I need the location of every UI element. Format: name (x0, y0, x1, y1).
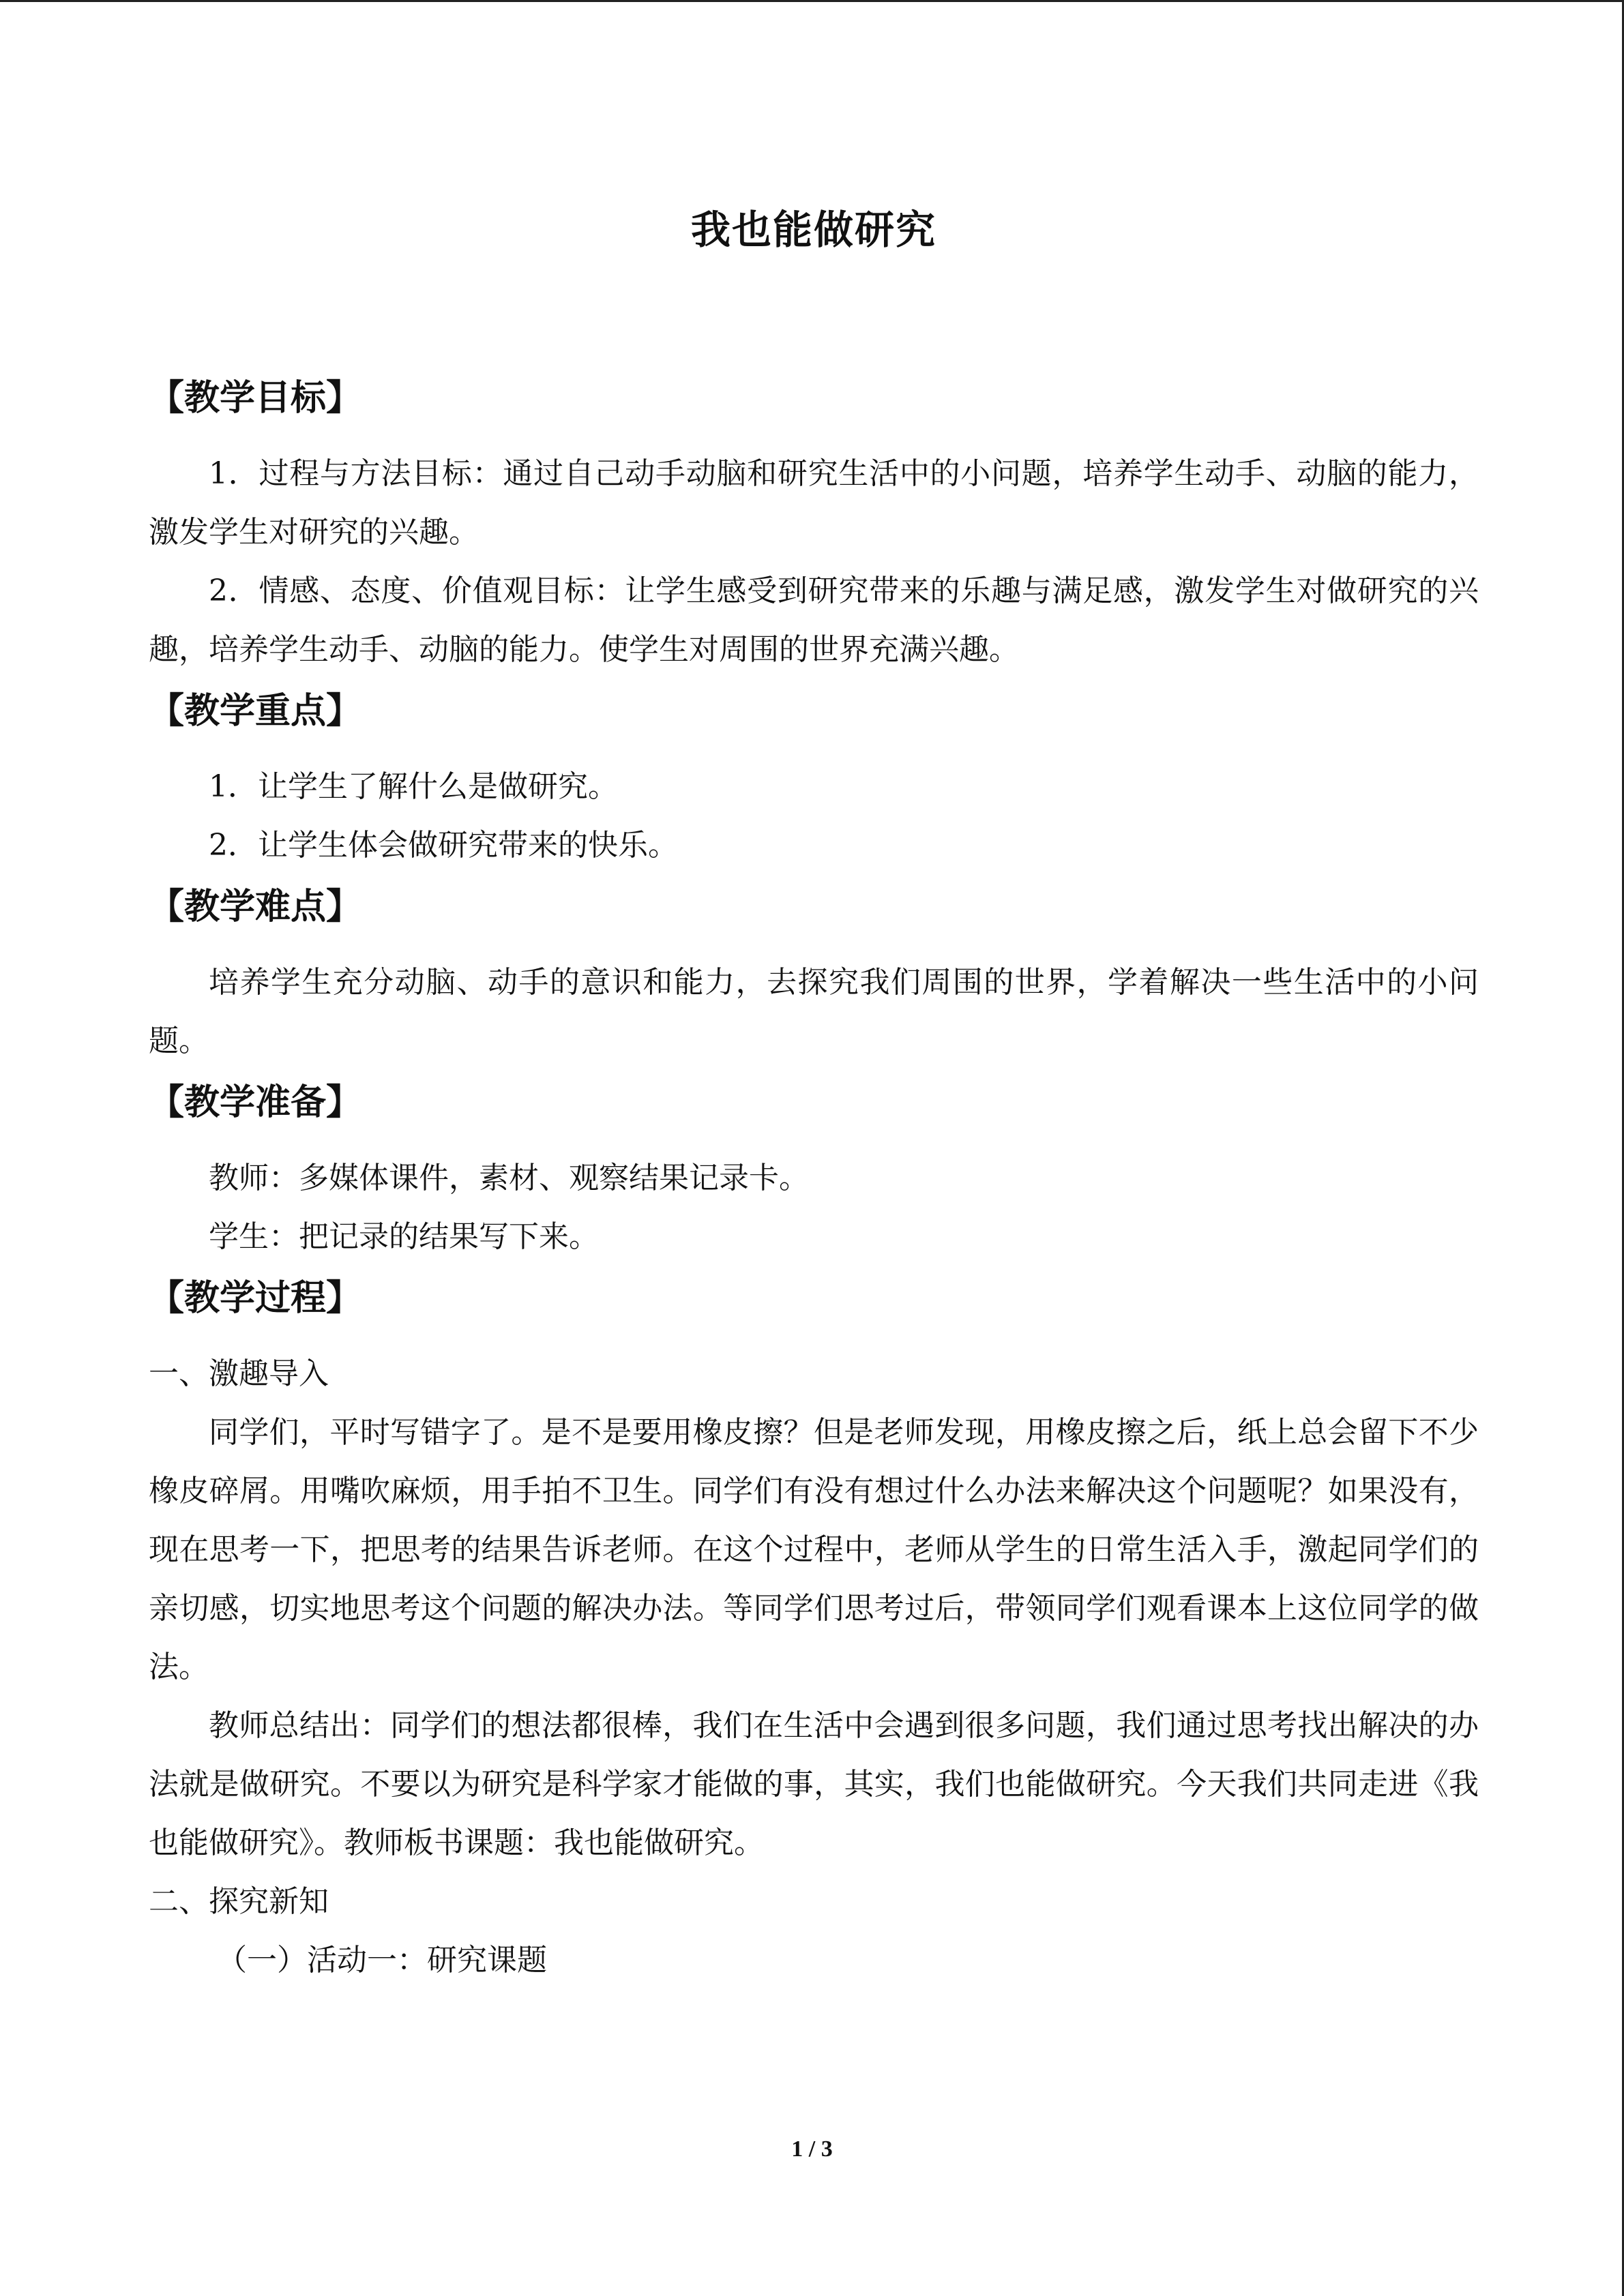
key-point-item: 2．让学生体会做研究带来的快乐。 (209, 827, 678, 863)
process-subsection-title: （一）活动一：研究课题 (217, 1942, 547, 1978)
section-process (149, 1276, 1479, 1990)
process-paragraph: 教师总结出：同学们的想法都很棒，我们在生活中会遇到很多问题，我们通过思考找出解决的办法就是做研究。不要以为研究是科学家才能做的事，其实，我们也能做研究。今天我们共同走进《我也能做研究》。教师板书课题：我也能做研究。 (149, 1708, 1479, 1860)
page-number: 1 / 3 (791, 2136, 833, 2162)
section-heading-key-points: 【教学重点】 (149, 689, 362, 732)
section-heading-difficulties: 【教学难点】 (149, 885, 362, 927)
preparation-item: 教师：多媒体课件，素材、观察结果记录卡。 (209, 1160, 809, 1195)
process-part-title: 二、探究新知 (149, 1883, 329, 1919)
document-title: 我也能做研究 (690, 207, 936, 253)
difficulty-item: 培养学生充分动脑、动手的意识和能力，去探究我们周围的世界，学着解决一些生活中的小问题。 (149, 964, 1479, 1058)
goal-item: 2．情感、态度、价值观目标：让学生感受到研究带来的乐趣与满足感，激发学生对做研究的兴趣，培养学生动手、动脑的能力。使学生对周围的世界充满兴趣。 (149, 573, 1479, 667)
process-part-title: 一、激趣导入 (149, 1356, 329, 1391)
preparation-item: 学生：把记录的结果写下来。 (209, 1219, 599, 1254)
section-heading-preparation: 【教学准备】 (149, 1081, 362, 1123)
section-preparation (149, 1080, 1479, 1266)
process-paragraph: 同学们，平时写错字了。是不是要用橡皮擦？但是老师发现，用橡皮擦之后，纸上总会留下不少橡皮碎屑。用嘴吹麻烦，用手拍不卫生。同学们有没有想过什么办法来解决这个问题呢？如果没有，现在思考一下，把思考的结果告诉老师。在这个过程中，老师从学生的日常生活入手，激起同学们的亲切感，切实地思考这个问题的解决办法。等同学们思考过后，带领同学们观看课本上这位同学的做法。 (149, 1414, 1479, 1684)
key-point-item: 1．让学生了解什么是做研究。 (209, 769, 618, 804)
document-content (149, 207, 1479, 1999)
section-goals (149, 376, 1479, 679)
section-difficulties (149, 884, 1479, 1071)
section-heading-process: 【教学过程】 (149, 1277, 362, 1319)
goal-item: 1．过程与方法目标：通过自己动手动脑和研究生活中的小问题，培养学生动手、动脑的能力，激发学生对研究的兴趣。 (149, 456, 1479, 550)
section-heading-goals: 【教学目标】 (149, 376, 362, 419)
section-key-points (149, 689, 1479, 875)
